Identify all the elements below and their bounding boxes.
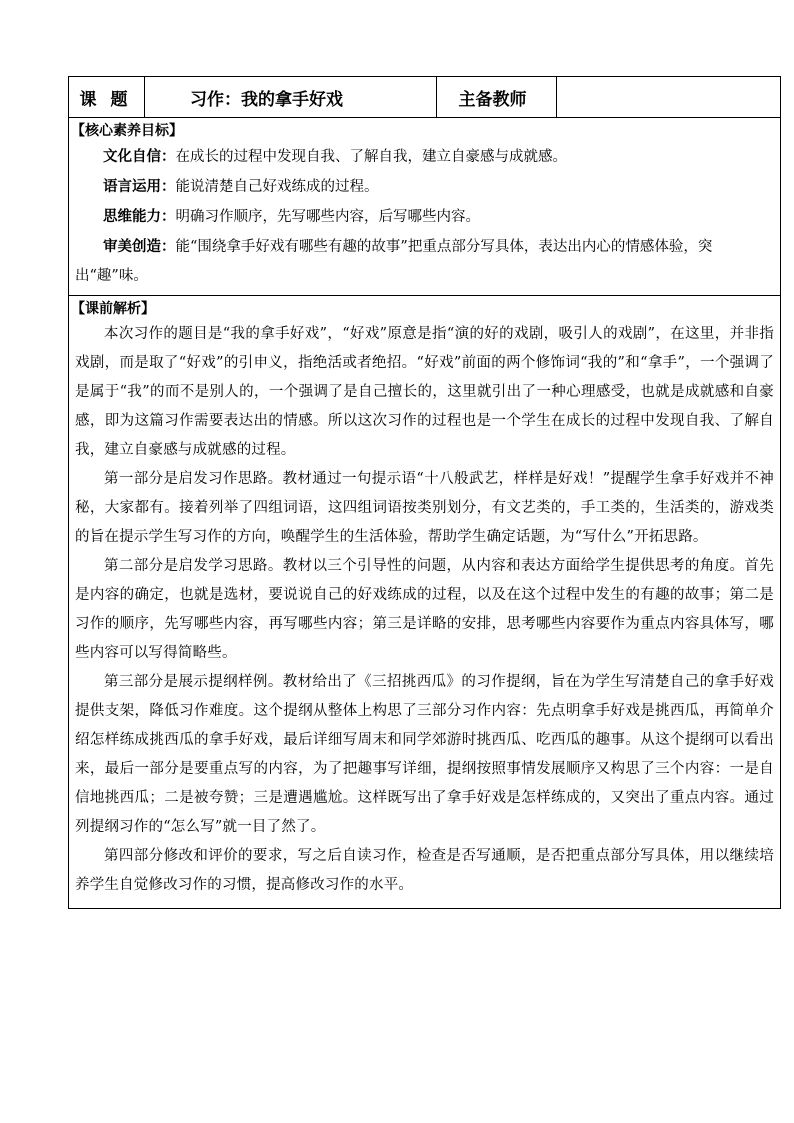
goal-item <box>75 232 774 291</box>
goals-section-title: 【核心素养目标】 <box>71 123 183 139</box>
goal-label: 思维能力： <box>103 208 176 225</box>
goal-item <box>75 202 774 232</box>
analysis-section-title: 【课前解析】 <box>71 301 155 317</box>
lesson-plan-sheet <box>68 76 780 909</box>
analysis-row <box>69 296 781 909</box>
goal-label: 审美创造： <box>103 238 176 255</box>
teacher-label: 主备教师 <box>437 77 557 118</box>
subject-label: 课题 <box>69 77 145 118</box>
analysis-paragraph: 第四部分修改和评价的要求，写之后自读习作，检查是否写通顺，是否把重点部分写具体，用以继续培养学生自觉修改习作的习惯，提高修改习作的水平。 <box>75 848 774 893</box>
goal-text: 在成长的过程中发现自我、了解自我，建立自豪感与成就感。 <box>175 149 567 165</box>
lesson-title: 习作：我的拿手好戏 <box>145 77 437 118</box>
teacher-value <box>557 77 781 118</box>
analysis-paragraph: 第二部分是启发学习思路。教材以三个引导性的问题，从内容和表达方面给学生提供思考的角度。首先是内容的确定，也就是选材，要说说自己的好戏练成的过程，以及在这个过程中发生的有趣的故事；第二是习作的顺序，先写哪些内容，再写哪些内容；第三是详略的安排，思考哪些内容要作为重点内容具体写，哪些内容可以写得简略些。 <box>75 558 774 661</box>
goals-section <box>69 118 781 296</box>
analysis-paragraph: 第三部分是展示提纲样例。教材给出了《三招挑西瓜》的习作提纲，旨在为学生写清楚自己的拿手好戏提供支架，降低习作难度。这个提纲从整体上构思了三部分习作内容：先点明拿手好戏是挑西瓜，再简单介绍怎样练成挑西瓜的拿手好戏，最后详细写周末和同学郊游时挑西瓜、吃西瓜的趣事。从这个提纲可以看出来，最后一部分是要重点写的内容，为了把趣事写详细，提纲按照事情发展顺序又构思了三个内容：一是自信地挑西瓜；二是被夸赞；三是遭遇尴尬。这样既写出了拿手好戏是怎样练成的，又突出了重点内容。通过列提纲习作的“怎么写”就一目了然了。 <box>75 674 774 835</box>
analysis-section <box>69 296 781 909</box>
goal-item <box>75 172 774 202</box>
goal-text: 能“围绕拿手好戏有哪些有趣的故事”把重点部分写具体，表达出内心的情感体验，突出“趣”味。 <box>75 239 713 284</box>
goal-item <box>75 142 774 172</box>
analysis-paragraph: 第一部分是启发习作思路。教材通过一句提示语“十八般武艺，样样是好戏！”提醒学生拿手好戏并不神秘，大家都有。接着列举了四组词语，这四组词语按类别划分，有文艺类的，手工类的，生活类的，游戏类的旨在提示学生写习作的方向，唤醒学生的生活体验，帮助学生确定话题，为“写什么”开拓思路。 <box>75 471 774 545</box>
goal-text: 能说清楚自己好戏练成的过程。 <box>175 179 379 195</box>
header-row <box>69 77 781 118</box>
goal-label: 文化自信： <box>103 148 176 165</box>
lesson-plan-table <box>68 76 781 909</box>
goals-row <box>69 118 781 296</box>
goal-text: 明确习作顺序，先写哪些内容，后写哪些内容。 <box>175 209 480 225</box>
analysis-paragraph: 本次习作的题目是“我的拿手好戏”，“好戏”原意是指“演的好的戏剧，吸引人的戏剧”，在这里，并非指戏剧，而是取了“好戏”的引申义，指绝活或者绝招。“好戏”前面的两个修饰词“我的”和“拿手”，一个强调了是属于“我”的而不是别人的，一个强调了是自己擅长的，这里就引出了一种心理感受，也就是成就感和自豪感，即为这篇习作需要表达出的情感。所以这次习作的过程也是一个学生在成长的过程中发现自我、了解自我，建立自豪感与成就感的过程。 <box>75 326 774 458</box>
goal-label: 语言运用： <box>103 178 176 195</box>
